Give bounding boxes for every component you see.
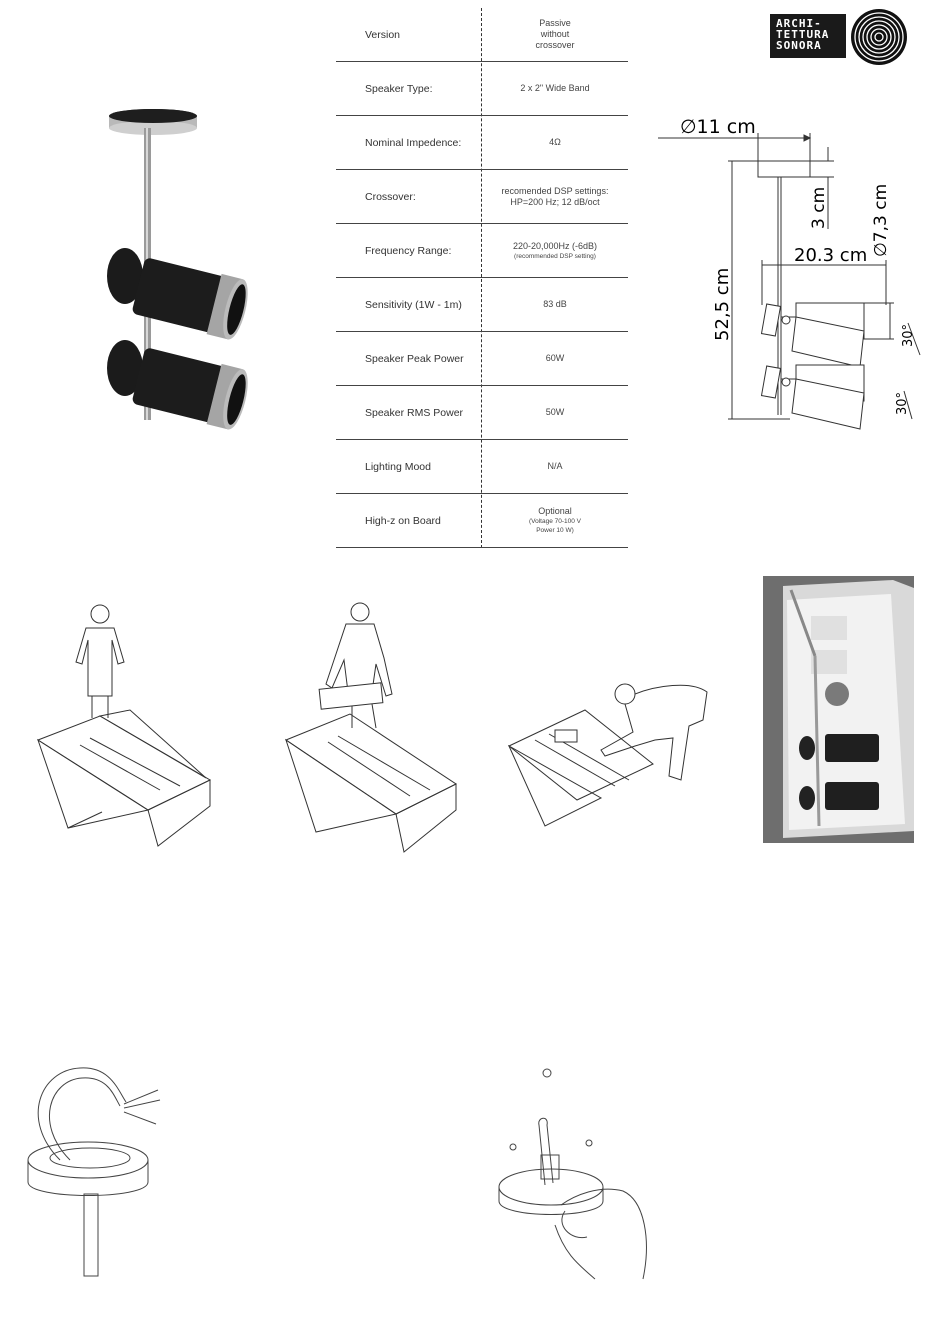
spec-row bbox=[336, 494, 628, 548]
packaged-product-photo bbox=[763, 576, 914, 843]
spec-row bbox=[336, 332, 628, 386]
spec-row bbox=[336, 224, 628, 278]
spec-label: Lighting Mood bbox=[365, 460, 431, 473]
unbox-step-1 bbox=[30, 600, 220, 850]
spec-value bbox=[482, 278, 628, 331]
spec-row bbox=[336, 440, 628, 494]
spec-value-note: (recommended DSP setting) bbox=[514, 252, 596, 260]
spec-value bbox=[482, 440, 628, 493]
dim-speaker-diameter: ∅7,3 cm bbox=[871, 183, 891, 257]
dim-base-height: 3 cm bbox=[809, 186, 829, 229]
spec-value-line: 220-20,000Hz (-6dB) bbox=[512, 240, 598, 251]
spec-value-line: recomended DSP settings: bbox=[501, 185, 609, 196]
spec-value-line: 50W bbox=[545, 407, 565, 417]
spec-value bbox=[482, 332, 628, 385]
spec-label: Frequency Range: bbox=[365, 244, 452, 257]
spec-value-note: (Voltage 70-100 V bbox=[528, 518, 582, 525]
dim-total-height: 52,5 cm bbox=[712, 267, 733, 341]
spec-value bbox=[482, 62, 628, 115]
spec-table bbox=[336, 8, 628, 548]
logo-text: ARCHI- TETTURA SONORA bbox=[770, 14, 846, 58]
wiring-step-1 bbox=[20, 1060, 170, 1280]
brand-logo bbox=[770, 8, 910, 64]
spec-value-line: without bbox=[540, 29, 570, 39]
spec-label: High-z on Board bbox=[365, 514, 441, 527]
spec-value bbox=[482, 170, 628, 223]
spec-value bbox=[482, 116, 628, 169]
spec-value-line: 2 x 2" Wide Band bbox=[520, 83, 590, 93]
spec-value-line: 4Ω bbox=[549, 137, 561, 147]
concentric-circles-icon bbox=[850, 8, 908, 66]
wiring-step-2 bbox=[495, 1065, 655, 1281]
spec-row bbox=[336, 278, 628, 332]
dim-tilt-lower: 30° bbox=[895, 391, 910, 415]
spec-row bbox=[336, 62, 628, 116]
dim-width: 20.3 cm bbox=[794, 245, 868, 266]
spec-row bbox=[336, 116, 628, 170]
spec-row bbox=[336, 8, 628, 62]
dim-tilt-upper: 30° bbox=[901, 323, 916, 347]
spec-label: Speaker RMS Power bbox=[365, 406, 464, 419]
spec-value bbox=[482, 494, 628, 547]
spec-label: Version bbox=[365, 28, 401, 41]
spec-value-line: N/A bbox=[547, 461, 563, 471]
dim-base-diameter: ∅11 cm bbox=[680, 116, 756, 138]
spec-value bbox=[482, 8, 628, 61]
spec-value bbox=[482, 224, 628, 277]
spec-value-line: Optional bbox=[538, 506, 572, 516]
dimension-drawing bbox=[650, 105, 940, 435]
unbox-step-2 bbox=[280, 600, 470, 855]
product-photo bbox=[95, 100, 255, 450]
spec-value-line: 60W bbox=[545, 353, 565, 363]
spec-row bbox=[336, 170, 628, 224]
spec-row bbox=[336, 386, 628, 440]
spec-value-line: crossover bbox=[535, 40, 575, 50]
spec-value-note: Power 10 W) bbox=[536, 527, 574, 534]
spec-label: Sensitivity (1W - 1m) bbox=[365, 298, 462, 311]
spec-label: Speaker Peak Power bbox=[365, 352, 464, 365]
spec-value bbox=[482, 386, 628, 439]
spec-value-line: 83 dB bbox=[543, 299, 567, 309]
spec-label: Nominal Impedence: bbox=[365, 136, 462, 149]
unbox-step-3 bbox=[505, 680, 715, 830]
spec-label: Crossover: bbox=[365, 190, 416, 203]
spec-value-line: HP=200 Hz; 12 dB/oct bbox=[510, 196, 600, 207]
spec-label: Speaker Type: bbox=[365, 82, 433, 95]
spec-value-line: Passive bbox=[539, 18, 571, 28]
